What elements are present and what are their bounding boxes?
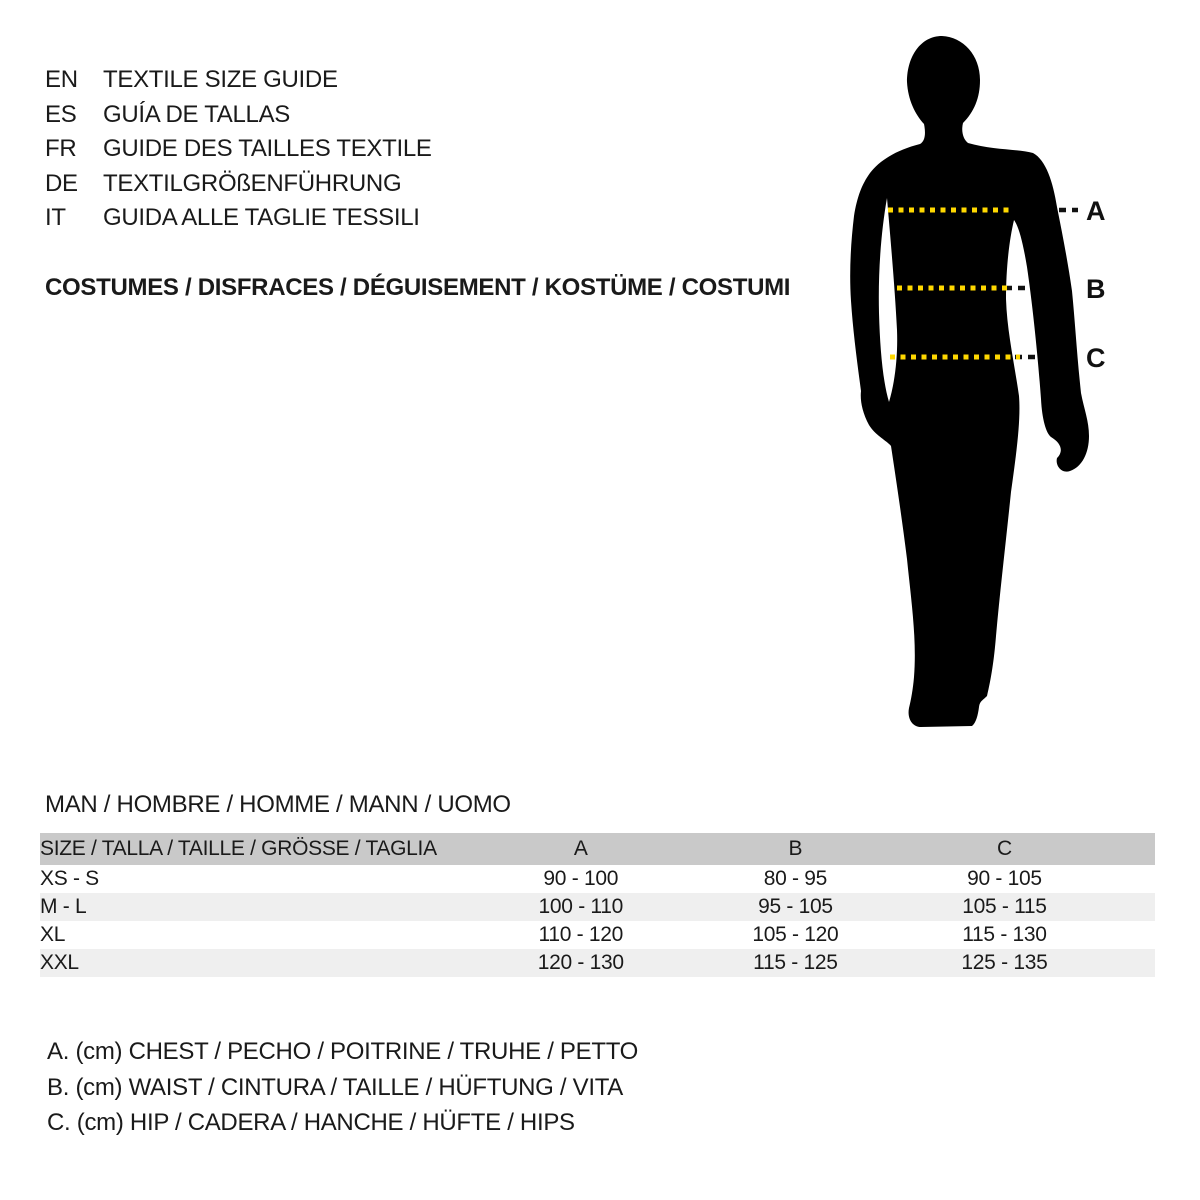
- cell-a: 90 - 100: [543, 867, 619, 890]
- category-heading: COSTUMES / DISFRACES / DÉGUISEMENT / KOSTÜME / COSTUMI: [45, 274, 791, 301]
- table-row-xxl: [40, 949, 1155, 977]
- cell-a: 100 - 110: [538, 895, 623, 918]
- measure-label-a: A: [1086, 196, 1106, 226]
- cell-c: 105 - 115: [962, 895, 1047, 918]
- cell-size: XL: [40, 923, 66, 946]
- language-title: TEXTILE SIZE GUIDE: [103, 66, 338, 93]
- language-code: ES: [45, 100, 77, 128]
- language-title-list: [45, 63, 432, 236]
- man-measurement-figure: [840, 20, 1120, 740]
- language-code: FR: [45, 135, 77, 163]
- cell-size: XXL: [40, 951, 79, 974]
- language-code: EN: [45, 66, 78, 93]
- size-table-header-row: [40, 833, 1155, 865]
- language-row-fr: [45, 132, 432, 167]
- cell-spacer: [1110, 949, 1155, 977]
- header-a: A: [573, 837, 588, 860]
- language-title: GUIDA ALLE TAGLIE TESSILI: [103, 204, 420, 232]
- table-row-xl: [40, 921, 1155, 949]
- header-spacer: [1110, 833, 1155, 865]
- language-row-de: [45, 167, 432, 202]
- language-code: IT: [45, 204, 66, 232]
- language-row-en: [45, 63, 432, 98]
- language-title: TEXTILGRÖßENFÜHRUNG: [103, 169, 402, 197]
- header-c: C: [997, 837, 1012, 860]
- legend-hip: C. (cm) HIP / CADERA / HANCHE / HÜFTE / HIPS: [47, 1109, 575, 1137]
- cell-spacer: [1110, 921, 1155, 949]
- table-row-m-l: [40, 893, 1155, 921]
- cell-b: 95 - 105: [758, 895, 833, 918]
- language-code: DE: [45, 169, 78, 197]
- language-title: GUÍA DE TALLAS: [103, 100, 290, 128]
- measure-label-b: B: [1086, 274, 1106, 304]
- cell-b: 80 - 95: [763, 867, 828, 890]
- cell-b: 115 - 125: [753, 951, 838, 974]
- figure-caption: MAN / HOMBRE / HOMME / MANN / UOMO: [45, 791, 511, 818]
- cell-c: 115 - 130: [962, 923, 1047, 946]
- language-row-it: [45, 201, 432, 236]
- cell-a: 110 - 120: [538, 923, 623, 946]
- cell-c: 125 - 135: [961, 951, 1048, 974]
- header-size: SIZE / TALLA / TAILLE / GRÖSSE / TAGLIA: [40, 837, 437, 860]
- language-row-es: [45, 98, 432, 133]
- size-table: [40, 833, 1155, 977]
- cell-spacer: [1110, 865, 1155, 893]
- measure-label-c: C: [1086, 343, 1106, 373]
- legend-waist: B. (cm) WAIST / CINTURA / TAILLE / HÜFTUNG / VITA: [47, 1073, 624, 1101]
- cell-c: 90 - 105: [967, 867, 1042, 890]
- measure-labels: [1086, 196, 1106, 373]
- cell-b: 105 - 120: [752, 923, 839, 946]
- cell-spacer: [1110, 893, 1155, 921]
- language-title: GUIDE DES TAILLES TEXTILE: [103, 135, 432, 163]
- legend-chest: A. (cm) CHEST / PECHO / POITRINE / TRUHE / PETTO: [47, 1038, 639, 1065]
- table-row-xs-s: [40, 865, 1155, 893]
- measurement-legend: [47, 1034, 638, 1141]
- cell-a: 120 - 130: [537, 951, 624, 974]
- cell-size: XS - S: [40, 867, 99, 890]
- header-b: B: [788, 837, 803, 860]
- cell-size: M - L: [40, 895, 87, 918]
